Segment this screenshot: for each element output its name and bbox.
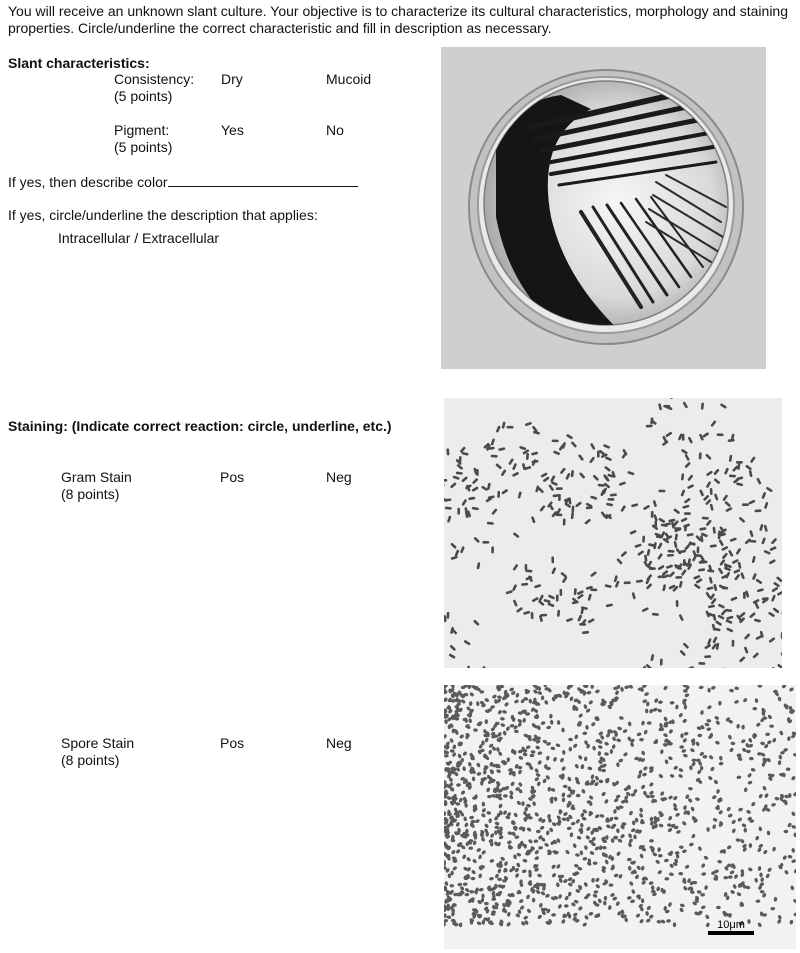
- consistency-option-dry[interactable]: Dry: [221, 71, 243, 87]
- describe-color-label: If yes, then describe color: [8, 174, 168, 190]
- spore-stain-micrograph: [444, 685, 796, 949]
- scale-bar: [708, 931, 754, 935]
- consistency-label: Consistency:: [114, 71, 195, 87]
- gram-stain-label: Gram Stain: [61, 469, 132, 485]
- color-blank-line[interactable]: [168, 175, 358, 187]
- spore-stain-points: (8 points): [61, 752, 120, 768]
- intro-paragraph: You will receive an unknown slant culture. Your objective is to characterize its cultural characteristics, morphology and staining properties. Circle/underline the correct characteristic and fill in description as necessary.: [8, 3, 789, 36]
- petri-dish-photo: [441, 47, 766, 369]
- pigment-option-yes[interactable]: Yes: [221, 122, 244, 138]
- staining-heading: Staining: (Indicate correct reaction: circle, underline, etc.): [8, 418, 392, 434]
- gram-stain-points: (8 points): [61, 486, 120, 502]
- spore-option-neg[interactable]: Neg: [326, 735, 352, 751]
- scale-bar-label: 10μm: [717, 919, 745, 931]
- pigment-option-no[interactable]: No: [326, 122, 344, 138]
- describe-color-row: [8, 174, 358, 191]
- gram-stain-micrograph: [444, 398, 782, 668]
- pigment-label: Pigment:: [114, 122, 170, 138]
- circle-prompt: If yes, circle/underline the description that applies:: [8, 207, 318, 223]
- location-options[interactable]: Intracellular / Extracellular: [58, 230, 220, 246]
- gram-option-neg[interactable]: Neg: [326, 469, 352, 485]
- spore-option-pos[interactable]: Pos: [220, 735, 245, 751]
- gram-option-pos[interactable]: Pos: [220, 469, 245, 485]
- spore-stain-label: Spore Stain: [61, 735, 135, 751]
- slant-heading: Slant characteristics:: [8, 55, 150, 71]
- consistency-option-mucoid[interactable]: Mucoid: [326, 71, 372, 87]
- pigment-points: (5 points): [114, 139, 173, 155]
- consistency-points: (5 points): [114, 88, 173, 104]
